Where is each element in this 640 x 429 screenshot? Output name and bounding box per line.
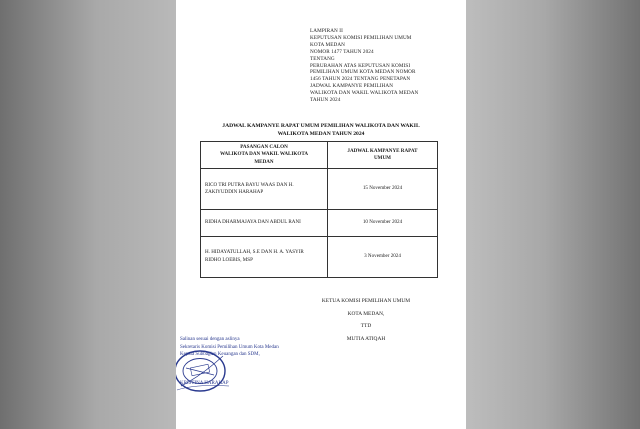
signatory-city: KOTA MEDAN, <box>347 310 385 317</box>
ttd-mark: TTD <box>360 323 372 329</box>
table-row <box>201 236 438 277</box>
certified-copy-stamp <box>180 336 290 396</box>
date-cell: 15 November 2024 <box>328 169 438 210</box>
official-seal-icon <box>176 346 233 398</box>
signatory-name: MUTIA ATIQAH <box>346 335 386 342</box>
header-line: KEPUTUSAN KOMISI PEMILIHAN UMUM <box>310 34 412 41</box>
table-row <box>201 210 438 237</box>
attachment-header <box>310 28 460 104</box>
document-title <box>196 122 446 138</box>
stamp-text-line: Sekretaris Komisi Pemilihan Umum Kota Medan <box>180 344 279 350</box>
candidate-cell: RIDHA DHARMAJAYA DAN ABDUL RANI <box>201 210 328 237</box>
header-line: NOMOR 1477 TAHUN 2024 <box>310 48 374 55</box>
table-row <box>201 169 438 210</box>
header-line: WALIKOTA DAN WAKIL WALIKOTA MEDAN <box>310 90 419 97</box>
table-header-row <box>201 142 438 169</box>
campaign-schedule-table <box>200 141 438 278</box>
title-line: WALIKOTA MEDAN TAHUN 2024 <box>277 131 365 137</box>
schedule-column-header: JADWAL KAMPANYE RAPAT UMUM <box>328 142 438 169</box>
blurred-background-left <box>0 0 176 429</box>
header-line: LAMPIRAN II <box>310 28 343 34</box>
signature-block <box>306 295 426 345</box>
candidate-cell: RICO TRI PUTRA BAYU WAAS DAN H. ZAKIYUDDIN HARAHAP <box>201 169 328 210</box>
header-line: TAHUN 2024 <box>310 97 341 104</box>
header-line: JADWAL KAMPANYE PEMILIHAN <box>310 83 394 90</box>
document-page <box>176 0 466 429</box>
signatory-role: KETUA KOMISI PEMILIHAN UMUM <box>321 298 411 304</box>
header-line: KOTA MEDAN <box>310 41 346 48</box>
stamp-text-line: Kepala Subbagian Keuangan dan SDM, <box>180 352 260 358</box>
stamp-text-line: Salinan sesuai dengan aslinya <box>180 337 240 342</box>
header-line: PERUBAHAN ATAS KEPUTUSAN KOMISI <box>310 62 411 69</box>
candidate-cell: H. HIDAYATULLAH, S.E DAN H. A. YASYIR RIDHO LOEBIS, MSP <box>201 236 328 277</box>
header-line: TENTANG <box>310 55 335 62</box>
title-line: JADWAL KAMPANYE RAPAT UMUM PEMILIHAN WALIKOTA DAN WAKIL <box>222 123 420 129</box>
header-line: 1456 TAHUN 2024 TENTANG PENETAPAN <box>310 76 411 83</box>
blurred-background-right <box>466 0 640 429</box>
stamp-signer-name: KRISTINA HARAHAP <box>180 381 229 386</box>
date-cell: 10 November 2024 <box>328 210 438 237</box>
header-line: PEMILIHAN UMUM KOTA MEDAN NOMOR <box>310 69 416 76</box>
date-cell: 3 November 2024 <box>328 236 438 277</box>
candidate-column-header: PASANGAN CALON WALIKOTA DAN WAKIL WALIKOTA MEDAN <box>201 142 328 169</box>
